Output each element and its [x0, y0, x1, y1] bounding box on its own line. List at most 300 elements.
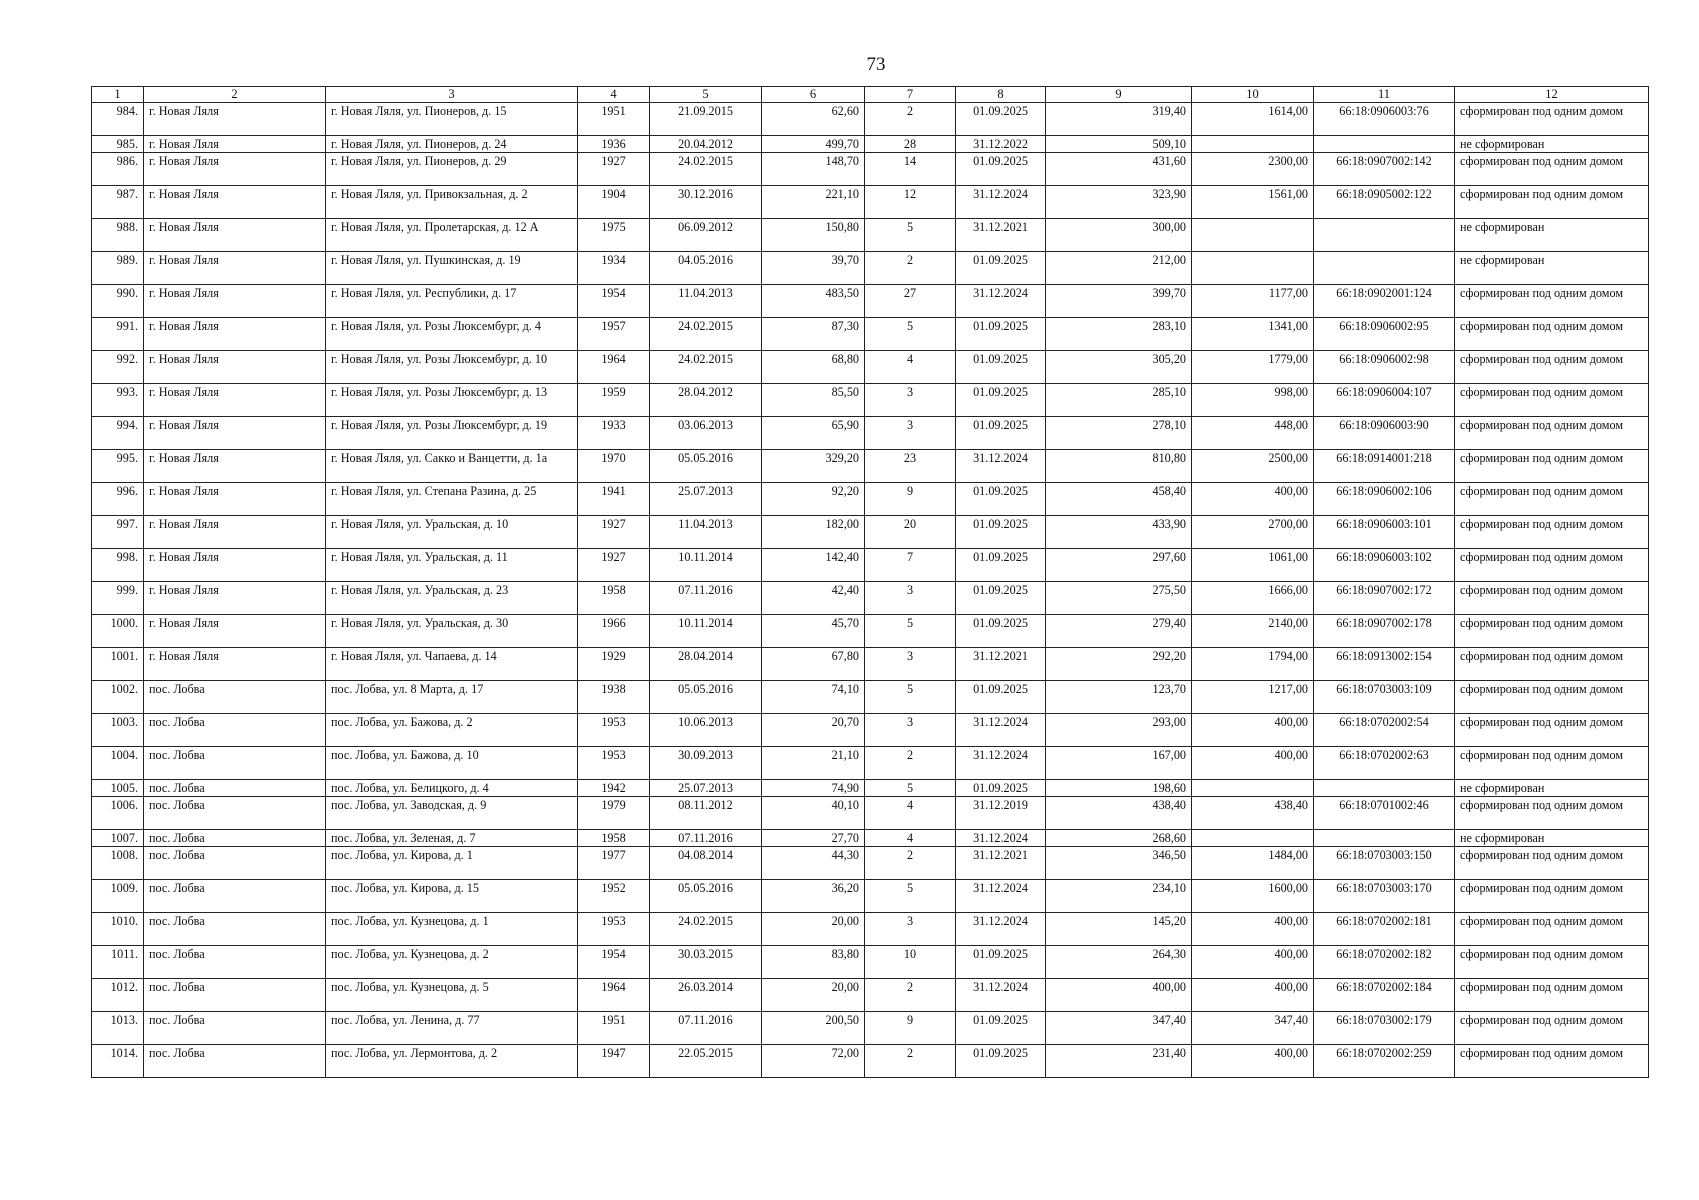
table-row — [92, 153, 1649, 186]
cadastral-number-cell: 66:18:0906003:102 — [1314, 549, 1455, 582]
area-cell: 42,40 — [762, 582, 865, 615]
land-area-cell: 400,00 — [1192, 483, 1314, 516]
land-area-cell: 2140,00 — [1192, 615, 1314, 648]
count-cell: 4 — [865, 797, 956, 830]
year-cell: 1954 — [578, 285, 650, 318]
settlement-cell: г. Новая Ляля — [144, 417, 326, 450]
deadline-cell: 31.12.2021 — [956, 219, 1046, 252]
value-cell: 198,60 — [1046, 780, 1192, 797]
address-cell: пос. Лобва, ул. Лермонтова, д. 2 — [326, 1045, 578, 1078]
area-cell: 87,30 — [762, 318, 865, 351]
year-cell: 1975 — [578, 219, 650, 252]
row-number-cell: 1004. — [92, 747, 144, 780]
settlement-cell: пос. Лобва — [144, 979, 326, 1012]
deadline-cell: 31.12.2024 — [956, 747, 1046, 780]
cadastral-number-cell — [1314, 830, 1455, 847]
value-cell: 268,60 — [1046, 830, 1192, 847]
count-cell: 5 — [865, 681, 956, 714]
year-cell: 1966 — [578, 615, 650, 648]
row-number-cell: 1002. — [92, 681, 144, 714]
cadastral-number-cell: 66:18:0703003:109 — [1314, 681, 1455, 714]
row-number-cell: 999. — [92, 582, 144, 615]
year-cell: 1927 — [578, 516, 650, 549]
area-cell: 150,80 — [762, 219, 865, 252]
land-status-cell: сформирован под одним домом — [1455, 797, 1649, 830]
deadline-cell: 01.09.2025 — [956, 681, 1046, 714]
deadline-cell: 31.12.2024 — [956, 285, 1046, 318]
deadline-cell: 01.09.2025 — [956, 351, 1046, 384]
land-status-cell: не сформирован — [1455, 830, 1649, 847]
settlement-cell: г. Новая Ляля — [144, 153, 326, 186]
row-number-cell: 998. — [92, 549, 144, 582]
land-area-cell: 1561,00 — [1192, 186, 1314, 219]
row-number-cell: 993. — [92, 384, 144, 417]
year-cell: 1953 — [578, 913, 650, 946]
deadline-cell: 31.12.2024 — [956, 913, 1046, 946]
address-cell: г. Новая Ляля, ул. Розы Люксембург, д. 19 — [326, 417, 578, 450]
deadline-cell: 01.09.2025 — [956, 946, 1046, 979]
area-cell: 83,80 — [762, 946, 865, 979]
land-area-cell — [1192, 252, 1314, 285]
date-cell: 30.09.2013 — [650, 747, 762, 780]
land-status-cell: сформирован под одним домом — [1455, 979, 1649, 1012]
count-cell: 28 — [865, 136, 956, 153]
land-area-cell: 400,00 — [1192, 913, 1314, 946]
cadastral-number-cell — [1314, 780, 1455, 797]
count-cell: 3 — [865, 384, 956, 417]
address-cell: пос. Лобва, ул. Ленина, д. 77 — [326, 1012, 578, 1045]
count-cell: 5 — [865, 318, 956, 351]
deadline-cell: 01.09.2025 — [956, 1045, 1046, 1078]
area-cell: 68,80 — [762, 351, 865, 384]
year-cell: 1964 — [578, 979, 650, 1012]
cadastral-number-cell: 66:18:0913002:154 — [1314, 648, 1455, 681]
area-cell: 148,70 — [762, 153, 865, 186]
table-row — [92, 186, 1649, 219]
column-header: 5 — [650, 87, 762, 103]
count-cell: 2 — [865, 252, 956, 285]
deadline-cell: 01.09.2025 — [956, 582, 1046, 615]
value-cell: 212,00 — [1046, 252, 1192, 285]
cadastral-number-cell: 66:18:0907002:178 — [1314, 615, 1455, 648]
land-status-cell: сформирован под одним домом — [1455, 615, 1649, 648]
address-cell: г. Новая Ляля, ул. Розы Люксембург, д. 4 — [326, 318, 578, 351]
deadline-cell: 01.09.2025 — [956, 1012, 1046, 1045]
value-cell: 123,70 — [1046, 681, 1192, 714]
count-cell: 3 — [865, 648, 956, 681]
cadastral-number-cell: 66:18:0702002:259 — [1314, 1045, 1455, 1078]
count-cell: 5 — [865, 880, 956, 913]
row-number-cell: 996. — [92, 483, 144, 516]
land-area-cell: 1779,00 — [1192, 351, 1314, 384]
value-cell: 167,00 — [1046, 747, 1192, 780]
area-cell: 21,10 — [762, 747, 865, 780]
settlement-cell: пос. Лобва — [144, 681, 326, 714]
cadastral-number-cell: 66:18:0907002:142 — [1314, 153, 1455, 186]
settlement-cell: пос. Лобва — [144, 1012, 326, 1045]
value-cell: 300,00 — [1046, 219, 1192, 252]
deadline-cell: 01.09.2025 — [956, 483, 1046, 516]
area-cell: 483,50 — [762, 285, 865, 318]
table-row — [92, 318, 1649, 351]
address-cell: г. Новая Ляля, ул. Розы Люксембург, д. 10 — [326, 351, 578, 384]
column-header: 10 — [1192, 87, 1314, 103]
deadline-cell: 31.12.2024 — [956, 450, 1046, 483]
settlement-cell: г. Новая Ляля — [144, 615, 326, 648]
year-cell: 1941 — [578, 483, 650, 516]
cadastral-number-cell: 66:18:0702002:182 — [1314, 946, 1455, 979]
count-cell: 2 — [865, 847, 956, 880]
year-cell: 1954 — [578, 946, 650, 979]
date-cell: 10.06.2013 — [650, 714, 762, 747]
count-cell: 3 — [865, 417, 956, 450]
count-cell: 3 — [865, 714, 956, 747]
address-cell: г. Новая Ляля, ул. Степана Разина, д. 25 — [326, 483, 578, 516]
land-status-cell: не сформирован — [1455, 219, 1649, 252]
date-cell: 05.05.2016 — [650, 880, 762, 913]
address-cell: г. Новая Ляля, ул. Уральская, д. 11 — [326, 549, 578, 582]
land-status-cell: сформирован под одним домом — [1455, 516, 1649, 549]
row-number-cell: 1010. — [92, 913, 144, 946]
count-cell: 2 — [865, 1045, 956, 1078]
year-cell: 1953 — [578, 747, 650, 780]
address-cell: г. Новая Ляля, ул. Привокзальная, д. 2 — [326, 186, 578, 219]
year-cell: 1927 — [578, 549, 650, 582]
land-area-cell: 1794,00 — [1192, 648, 1314, 681]
deadline-cell: 01.09.2025 — [956, 252, 1046, 285]
table-row — [92, 1045, 1649, 1078]
settlement-cell: пос. Лобва — [144, 797, 326, 830]
year-cell: 1952 — [578, 880, 650, 913]
table-row — [92, 946, 1649, 979]
land-area-cell: 400,00 — [1192, 714, 1314, 747]
settlement-cell: г. Новая Ляля — [144, 219, 326, 252]
settlement-cell: г. Новая Ляля — [144, 351, 326, 384]
area-cell: 27,70 — [762, 830, 865, 847]
row-number-cell: 1008. — [92, 847, 144, 880]
count-cell: 14 — [865, 153, 956, 186]
count-cell: 20 — [865, 516, 956, 549]
settlement-cell: г. Новая Ляля — [144, 384, 326, 417]
year-cell: 1964 — [578, 351, 650, 384]
count-cell: 2 — [865, 103, 956, 136]
deadline-cell: 01.09.2025 — [956, 384, 1046, 417]
address-cell: г. Новая Ляля, ул. Пионеров, д. 15 — [326, 103, 578, 136]
area-cell: 200,50 — [762, 1012, 865, 1045]
table-row — [92, 136, 1649, 153]
deadline-cell: 01.09.2025 — [956, 615, 1046, 648]
cadastral-number-cell: 66:18:0906003:101 — [1314, 516, 1455, 549]
area-cell: 44,30 — [762, 847, 865, 880]
land-area-cell — [1192, 780, 1314, 797]
cadastral-number-cell: 66:18:0906002:95 — [1314, 318, 1455, 351]
row-number-cell: 985. — [92, 136, 144, 153]
table-row — [92, 780, 1649, 797]
count-cell: 9 — [865, 483, 956, 516]
area-cell: 329,20 — [762, 450, 865, 483]
land-area-cell: 1217,00 — [1192, 681, 1314, 714]
row-number-cell: 988. — [92, 219, 144, 252]
land-status-cell: не сформирован — [1455, 780, 1649, 797]
settlement-cell: г. Новая Ляля — [144, 136, 326, 153]
count-cell: 12 — [865, 186, 956, 219]
settlement-cell: г. Новая Ляля — [144, 516, 326, 549]
date-cell: 26.03.2014 — [650, 979, 762, 1012]
value-cell: 145,20 — [1046, 913, 1192, 946]
table-row — [92, 450, 1649, 483]
cadastral-number-cell: 66:18:0906004:107 — [1314, 384, 1455, 417]
count-cell: 10 — [865, 946, 956, 979]
cadastral-number-cell: 66:18:0703002:179 — [1314, 1012, 1455, 1045]
year-cell: 1951 — [578, 103, 650, 136]
land-status-cell: сформирован под одним домом — [1455, 847, 1649, 880]
row-number-cell: 1012. — [92, 979, 144, 1012]
area-cell: 221,10 — [762, 186, 865, 219]
count-cell: 23 — [865, 450, 956, 483]
count-cell: 9 — [865, 1012, 956, 1045]
year-cell: 1947 — [578, 1045, 650, 1078]
value-cell: 431,60 — [1046, 153, 1192, 186]
address-cell: пос. Лобва, ул. 8 Марта, д. 17 — [326, 681, 578, 714]
date-cell: 24.02.2015 — [650, 318, 762, 351]
value-cell: 319,40 — [1046, 103, 1192, 136]
area-cell: 36,20 — [762, 880, 865, 913]
settlement-cell: пос. Лобва — [144, 714, 326, 747]
land-area-cell: 400,00 — [1192, 979, 1314, 1012]
land-status-cell: сформирован под одним домом — [1455, 153, 1649, 186]
cadastral-number-cell: 66:18:0914001:218 — [1314, 450, 1455, 483]
table-row — [92, 582, 1649, 615]
count-cell: 4 — [865, 351, 956, 384]
settlement-cell: пос. Лобва — [144, 847, 326, 880]
settlement-cell: г. Новая Ляля — [144, 285, 326, 318]
land-area-cell — [1192, 219, 1314, 252]
date-cell: 10.11.2014 — [650, 615, 762, 648]
area-cell: 39,70 — [762, 252, 865, 285]
year-cell: 1933 — [578, 417, 650, 450]
deadline-cell: 01.09.2025 — [956, 153, 1046, 186]
count-cell: 7 — [865, 549, 956, 582]
land-area-cell — [1192, 830, 1314, 847]
deadline-cell: 31.12.2024 — [956, 714, 1046, 747]
year-cell: 1977 — [578, 847, 650, 880]
cadastral-number-cell: 66:18:0905002:122 — [1314, 186, 1455, 219]
year-cell: 1957 — [578, 318, 650, 351]
address-cell: пос. Лобва, ул. Кузнецова, д. 5 — [326, 979, 578, 1012]
value-cell: 278,10 — [1046, 417, 1192, 450]
settlement-cell: г. Новая Ляля — [144, 318, 326, 351]
land-status-cell: сформирован под одним домом — [1455, 681, 1649, 714]
land-status-cell: не сформирован — [1455, 136, 1649, 153]
table-row — [92, 714, 1649, 747]
land-area-cell: 400,00 — [1192, 747, 1314, 780]
land-status-cell: сформирован под одним домом — [1455, 582, 1649, 615]
cadastral-number-cell: 66:18:0702002:63 — [1314, 747, 1455, 780]
count-cell: 3 — [865, 582, 956, 615]
register-body — [92, 103, 1649, 1078]
settlement-cell: пос. Лобва — [144, 913, 326, 946]
cadastral-number-cell: 66:18:0906003:76 — [1314, 103, 1455, 136]
column-header: 1 — [92, 87, 144, 103]
address-cell: г. Новая Ляля, ул. Пионеров, д. 29 — [326, 153, 578, 186]
address-cell: пос. Лобва, ул. Зеленая, д. 7 — [326, 830, 578, 847]
settlement-cell: пос. Лобва — [144, 780, 326, 797]
settlement-cell: г. Новая Ляля — [144, 103, 326, 136]
address-cell: г. Новая Ляля, ул. Пионеров, д. 24 — [326, 136, 578, 153]
table-row — [92, 880, 1649, 913]
area-cell: 74,90 — [762, 780, 865, 797]
table-row — [92, 384, 1649, 417]
table-row — [92, 516, 1649, 549]
deadline-cell: 31.12.2021 — [956, 648, 1046, 681]
settlement-cell: г. Новая Ляля — [144, 252, 326, 285]
table-row — [92, 351, 1649, 384]
deadline-cell: 01.09.2025 — [956, 417, 1046, 450]
table-row — [92, 1012, 1649, 1045]
address-cell: пос. Лобва, ул. Белицкого, д. 4 — [326, 780, 578, 797]
settlement-cell: пос. Лобва — [144, 747, 326, 780]
table-row — [92, 219, 1649, 252]
land-status-cell: сформирован под одним домом — [1455, 285, 1649, 318]
land-area-cell: 1600,00 — [1192, 880, 1314, 913]
row-number-cell: 1005. — [92, 780, 144, 797]
value-cell: 346,50 — [1046, 847, 1192, 880]
count-cell: 2 — [865, 747, 956, 780]
deadline-cell: 01.09.2025 — [956, 549, 1046, 582]
cadastral-number-cell: 66:18:0906002:106 — [1314, 483, 1455, 516]
table-row — [92, 979, 1649, 1012]
land-status-cell: сформирован под одним домом — [1455, 1012, 1649, 1045]
area-cell: 20,70 — [762, 714, 865, 747]
column-header: 7 — [865, 87, 956, 103]
table-row — [92, 797, 1649, 830]
column-header: 4 — [578, 87, 650, 103]
year-cell: 1927 — [578, 153, 650, 186]
land-area-cell: 1484,00 — [1192, 847, 1314, 880]
land-area-cell: 347,40 — [1192, 1012, 1314, 1045]
address-cell: пос. Лобва, ул. Бажова, д. 10 — [326, 747, 578, 780]
settlement-cell: пос. Лобва — [144, 830, 326, 847]
settlement-cell: г. Новая Ляля — [144, 186, 326, 219]
row-number-cell: 1000. — [92, 615, 144, 648]
row-number-cell: 997. — [92, 516, 144, 549]
deadline-cell: 31.12.2024 — [956, 830, 1046, 847]
land-area-cell: 1614,00 — [1192, 103, 1314, 136]
deadline-cell: 31.12.2024 — [956, 880, 1046, 913]
date-cell: 07.11.2016 — [650, 582, 762, 615]
settlement-cell: г. Новая Ляля — [144, 450, 326, 483]
date-cell: 11.04.2013 — [650, 516, 762, 549]
value-cell: 347,40 — [1046, 1012, 1192, 1045]
land-status-cell: сформирован под одним домом — [1455, 714, 1649, 747]
year-cell: 1958 — [578, 582, 650, 615]
address-cell: г. Новая Ляля, ул. Республики, д. 17 — [326, 285, 578, 318]
date-cell: 20.04.2012 — [650, 136, 762, 153]
land-status-cell: сформирован под одним домом — [1455, 417, 1649, 450]
column-header: 2 — [144, 87, 326, 103]
land-area-cell: 1061,00 — [1192, 549, 1314, 582]
row-number-cell: 1007. — [92, 830, 144, 847]
address-cell: пос. Лобва, ул. Кирова, д. 1 — [326, 847, 578, 880]
cadastral-number-cell: 66:18:0702002:54 — [1314, 714, 1455, 747]
cadastral-number-cell: 66:18:0907002:172 — [1314, 582, 1455, 615]
area-cell: 40,10 — [762, 797, 865, 830]
cadastral-number-cell: 66:18:0703003:170 — [1314, 880, 1455, 913]
table-row — [92, 483, 1649, 516]
deadline-cell: 01.09.2025 — [956, 318, 1046, 351]
cadastral-number-cell — [1314, 252, 1455, 285]
year-cell: 1970 — [578, 450, 650, 483]
address-cell: г. Новая Ляля, ул. Уральская, д. 30 — [326, 615, 578, 648]
count-cell: 5 — [865, 219, 956, 252]
column-header: 3 — [326, 87, 578, 103]
column-header: 6 — [762, 87, 865, 103]
row-number-cell: 990. — [92, 285, 144, 318]
year-cell: 1936 — [578, 136, 650, 153]
value-cell: 399,70 — [1046, 285, 1192, 318]
settlement-cell: пос. Лобва — [144, 946, 326, 979]
area-cell: 182,00 — [762, 516, 865, 549]
cadastral-number-cell: 66:18:0906003:90 — [1314, 417, 1455, 450]
row-number-cell: 1009. — [92, 880, 144, 913]
housing-register-table — [91, 86, 1649, 1078]
year-cell: 1951 — [578, 1012, 650, 1045]
year-cell: 1959 — [578, 384, 650, 417]
address-cell: пос. Лобва, ул. Заводская, д. 9 — [326, 797, 578, 830]
settlement-cell: пос. Лобва — [144, 1045, 326, 1078]
deadline-cell: 01.09.2025 — [956, 780, 1046, 797]
date-cell: 21.09.2015 — [650, 103, 762, 136]
value-cell: 305,20 — [1046, 351, 1192, 384]
row-number-cell: 1011. — [92, 946, 144, 979]
land-area-cell: 438,40 — [1192, 797, 1314, 830]
table-row — [92, 252, 1649, 285]
address-cell: пос. Лобва, ул. Бажова, д. 2 — [326, 714, 578, 747]
area-cell: 67,80 — [762, 648, 865, 681]
land-status-cell: сформирован под одним домом — [1455, 103, 1649, 136]
land-status-cell: сформирован под одним домом — [1455, 880, 1649, 913]
table-row — [92, 615, 1649, 648]
date-cell: 05.05.2016 — [650, 681, 762, 714]
row-number-cell: 989. — [92, 252, 144, 285]
date-cell: 04.05.2016 — [650, 252, 762, 285]
value-cell: 285,10 — [1046, 384, 1192, 417]
address-cell: г. Новая Ляля, ул. Сакко и Ванцетти, д. 1а — [326, 450, 578, 483]
address-cell: г. Новая Ляля, ул. Пролетарская, д. 12 А — [326, 219, 578, 252]
cadastral-number-cell — [1314, 219, 1455, 252]
date-cell: 24.02.2015 — [650, 913, 762, 946]
land-status-cell: сформирован под одним домом — [1455, 1045, 1649, 1078]
date-cell: 07.11.2016 — [650, 830, 762, 847]
value-cell: 810,80 — [1046, 450, 1192, 483]
table-row — [92, 549, 1649, 582]
value-cell: 297,60 — [1046, 549, 1192, 582]
count-cell: 27 — [865, 285, 956, 318]
row-number-cell: 984. — [92, 103, 144, 136]
cadastral-number-cell: 66:18:0906002:98 — [1314, 351, 1455, 384]
deadline-cell: 01.09.2025 — [956, 103, 1046, 136]
row-number-cell: 994. — [92, 417, 144, 450]
area-cell: 20,00 — [762, 913, 865, 946]
settlement-cell: г. Новая Ляля — [144, 582, 326, 615]
value-cell: 292,20 — [1046, 648, 1192, 681]
date-cell: 24.02.2015 — [650, 153, 762, 186]
year-cell: 1904 — [578, 186, 650, 219]
cadastral-number-cell: 66:18:0702002:181 — [1314, 913, 1455, 946]
date-cell: 08.11.2012 — [650, 797, 762, 830]
value-cell: 400,00 — [1046, 979, 1192, 1012]
count-cell: 3 — [865, 913, 956, 946]
